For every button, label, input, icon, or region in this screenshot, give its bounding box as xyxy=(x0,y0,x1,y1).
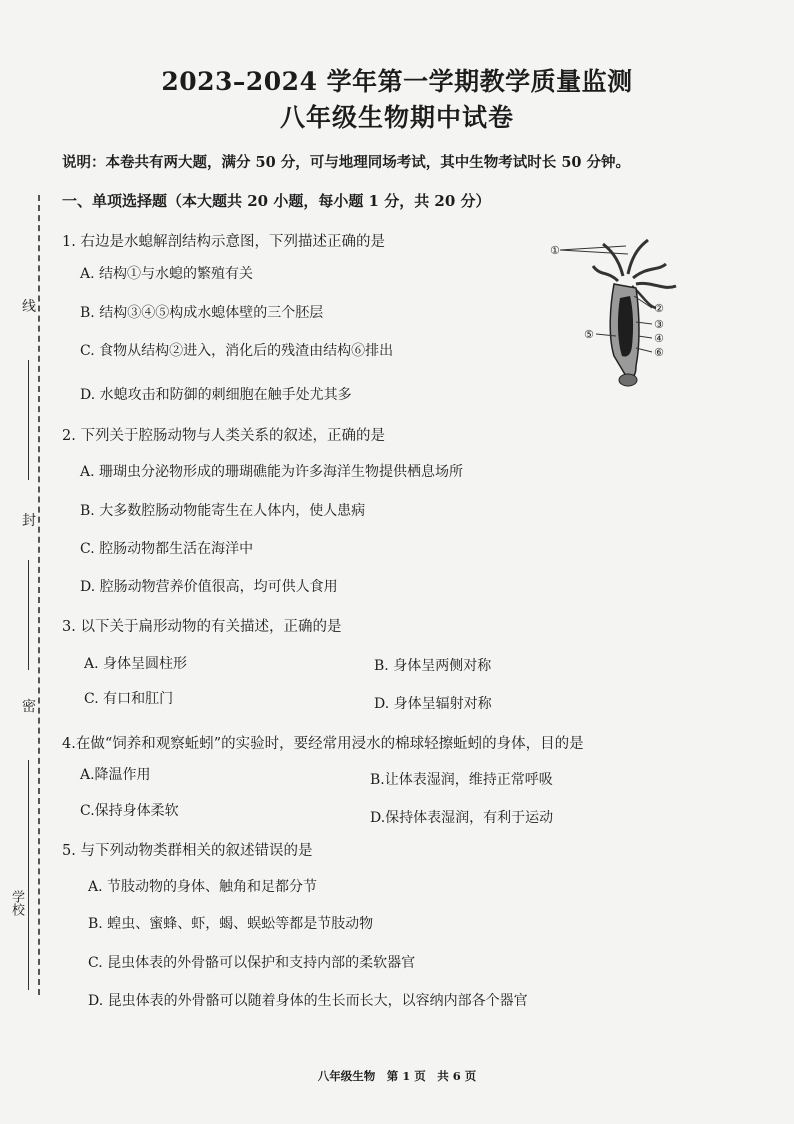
question-2-stem: 2. 下列关于腔肠动物与人类关系的叙述，正确的是 xyxy=(62,428,385,444)
hydra-label-1: ① xyxy=(550,244,560,257)
class-field-line xyxy=(28,560,29,670)
question-2-option-b: B. 大多数腔肠动物能寄生在人体内，使人患病 xyxy=(80,503,366,519)
question-1-option-a: A. 结构①与水螅的繁殖有关 xyxy=(80,266,254,282)
question-3-stem: 3. 以下关于扁形动物的有关描述，正确的是 xyxy=(62,619,342,635)
question-1-option-c: C. 食物从结构②进入，消化后的残渣由结构⑥排出 xyxy=(80,343,394,359)
question-3-option-c: C. 有口和肛门 xyxy=(84,691,174,707)
question-3-option-d: D. 身体呈辐射对称 xyxy=(374,696,492,712)
question-4-option-a: A.降温作用 xyxy=(80,767,151,783)
exam-instructions: 说明：本卷共有两大题，满分 50 分，可与地理同场考试，其中生物考试时长 50 分钟。 xyxy=(62,154,631,171)
question-4-option-d: D.保持体表湿润，有利于运动 xyxy=(370,810,554,826)
question-5-option-c: C. 昆虫体表的外骨骼可以保护和支持内部的柔软器官 xyxy=(88,955,416,971)
section-heading: 一、单项选择题（本大题共 20 小题，每小题 1 分，共 20 分） xyxy=(62,192,491,210)
question-3-option-a: A. 身体呈圆柱形 xyxy=(84,656,188,672)
binding-dashed-line xyxy=(38,195,40,995)
hydra-label-3: ③ xyxy=(654,318,664,331)
hydra-label-2: ② xyxy=(654,302,664,315)
question-5-option-d: D. 昆虫体表的外骨骼可以随着身体的生长而长大，以容纳内部各个器官 xyxy=(88,993,528,1009)
school-label: 学校 xyxy=(9,890,24,916)
hydra-label-5: ⑤ xyxy=(584,328,594,341)
question-2-option-a: A. 珊瑚虫分泌物形成的珊瑚礁能为许多海洋生物提供栖息场所 xyxy=(80,464,464,480)
question-4-option-c: C.保持身体柔软 xyxy=(80,803,179,819)
exam-title-line1: 2023–2024 学年第一学期教学质量监测 xyxy=(161,67,633,96)
seal-word-seal: 封 xyxy=(22,513,36,529)
id-field-line xyxy=(28,760,29,870)
question-2-option-d: D. 腔肠动物营养价值很高，均可供人食用 xyxy=(80,579,338,595)
seal-word-dense: 密 xyxy=(22,699,36,715)
name-field-line xyxy=(28,360,29,480)
question-5-option-b: B. 蝗虫、蜜蜂、虾，蝎、蜈蚣等都是节肢动物 xyxy=(88,916,374,932)
hydra-label-6: ⑥ xyxy=(654,346,664,359)
question-3-option-b: B. 身体呈两侧对称 xyxy=(374,658,492,674)
question-1-option-b: B. 结构③④⑤构成水螅体壁的三个胚层 xyxy=(80,305,324,321)
seal-word-line: 线 xyxy=(22,299,36,315)
question-4-stem: 4.在做“饲养和观察蚯蚓”的实验时，要经常用浸水的棉球轻擦蚯蚓的身体，目的是 xyxy=(62,736,584,752)
hydra-anatomy-figure xyxy=(548,236,698,396)
question-2-option-c: C. 腔肠动物都生活在海洋中 xyxy=(80,541,254,557)
page-footer: 八年级生物 第 1 页 共 6 页 xyxy=(317,1069,477,1083)
exam-title-line2: 八年级生物期中试卷 xyxy=(279,103,514,132)
question-5-stem: 5. 与下列动物类群相关的叙述错误的是 xyxy=(62,843,313,859)
school-field-line xyxy=(28,870,29,990)
hydra-label-4: ④ xyxy=(654,332,664,345)
question-5-option-a: A. 节肢动物的身体、触角和足都分节 xyxy=(88,879,318,895)
question-1-option-d: D. 水螅攻击和防御的刺细胞在触手处尤其多 xyxy=(80,387,352,403)
question-4-option-b: B.让体表湿润，维持正常呼吸 xyxy=(370,772,553,788)
question-1-stem: 1. 右边是水螅解剖结构示意图，下列描述正确的是 xyxy=(62,234,385,250)
